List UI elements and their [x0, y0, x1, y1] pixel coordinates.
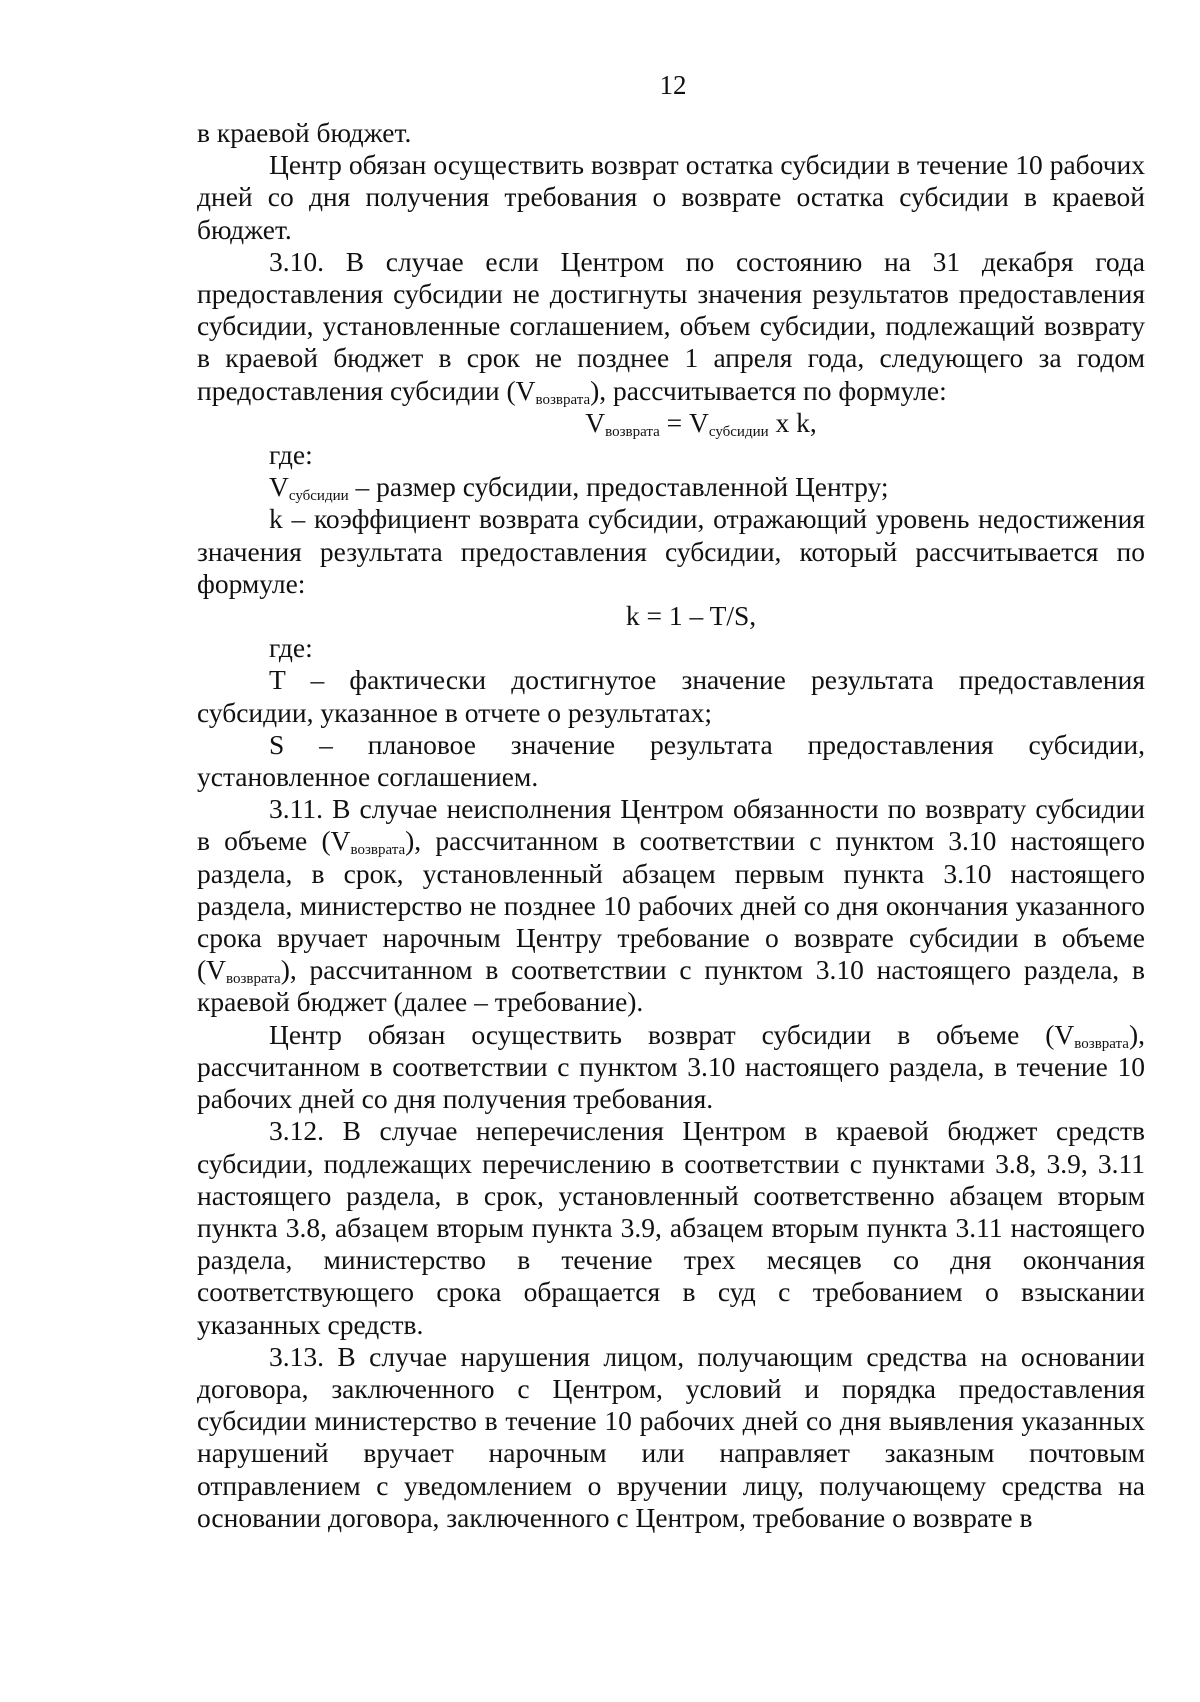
- definition-text: – размер субсидии, предоставленной Центру;: [348, 471, 889, 503]
- paragraph-text: ), рассчитанном в соответствии с пунктом 3.10 настоящего раздела, в течение 10 рабочих дней со дня получения требования.: [197, 1018, 1145, 1115]
- definition-v-subsidy: [197, 471, 1145, 503]
- page-number: 12: [659, 70, 687, 100]
- paragraph-text: ), рассчитанном в соответствии с пунктом 3.10 настоящего раздела, в срок, установленный абзацем первым пункта 3.10 настоящего раздела, министерство не позднее 10 рабочих дней со дня окончания указанного срока вручает нарочным Центру требование о возврате субсидии в объеме (V: [197, 825, 1145, 986]
- subscript-vozvrata: возврата: [1074, 1035, 1129, 1052]
- paragraph-text: 3.10. В случае если Центром по состоянию на 31 декабря года предоставления субсидии не достигнуты значения результатов предоставления субсидии, установленные соглашением, объем субсидии, подлежащий возврату в краевой бюджет в срок не позднее 1 апреля года, следующего за годом предоставления субсидии (V: [197, 245, 1145, 406]
- subscript-vozvrata: возврата: [350, 842, 406, 859]
- document-body: [197, 117, 1145, 1534]
- definition-k: k – коэффициент возврата субсидии, отражающий уровень недостижения значения результата предоставления субсидии, который рассчитывается по формуле:: [197, 503, 1145, 599]
- definition-t: T – фактически достигнутое значение результата предоставления субсидии, указанное в отчете о результатах;: [197, 664, 1145, 728]
- where-label: где:: [269, 632, 313, 664]
- paragraph-3-10: [197, 246, 1145, 407]
- subscript-vozvrata: возврата: [605, 423, 660, 440]
- formula-symbol: x k,: [768, 406, 817, 438]
- where-label: где:: [269, 439, 313, 471]
- paragraph-3-11-return: [197, 1019, 1145, 1116]
- subscript-subsidii: субсидии: [708, 423, 769, 440]
- paragraph-text: ), рассчитанном в соответствии с пунктом 3.10 настоящего раздела, в краевой бюджет (далее – требование).: [197, 954, 1145, 1018]
- definition-s: S – плановое значение результата предоставления субсидии, установленное соглашением.: [197, 728, 1145, 793]
- subscript-vozvrata: возврата: [226, 971, 281, 988]
- paragraph-text: 3.11. В случае неисполнения Центром обязанности по возврату субсидии в объеме (V: [197, 793, 1145, 857]
- subscript-subsidii: субсидии: [288, 488, 349, 505]
- paragraph-text: ), рассчитывается по формуле:: [590, 374, 947, 406]
- formula-k: k = 1 – T/S,: [625, 600, 757, 632]
- paragraph-budget-end: [197, 117, 1145, 149]
- formula-symbol: = V: [659, 406, 709, 438]
- formula-symbol: V: [269, 471, 289, 503]
- subscript-vozvrata: возврата: [535, 391, 591, 408]
- paragraph-return-remainder: Центр обязан осуществить возврат остатка субсидии в течение 10 рабочих дней со дня получения требования о возврате остатка субсидии в краевой бюджет.: [197, 149, 1145, 245]
- paragraph-text: в краевой бюджет.: [197, 117, 412, 148]
- formula-v-return: [197, 407, 1145, 439]
- formula-symbol: V: [585, 406, 606, 438]
- paragraph-3-12: 3.12. В случае неперечисления Центром в краевой бюджет средств субсидии, подлежащих перечислению в соответствии с пунктами 3.8, 3.9, 3.11 настоящего раздела, в срок, установленный соответственно абзацем вторым пункта 3.8, абзацем вторым пункта 3.9, абзацем вторым пункта 3.11 настоящего раздела, министерство в течение трех месяцев со дня окончания соответствующего срока обращается в суд с требованием о взыскании указанных средств.: [197, 1115, 1145, 1340]
- paragraph-3-11: [197, 793, 1145, 1018]
- paragraph-text: Центр обязан осуществить возврат субсидии в объеме (V: [269, 1018, 1075, 1050]
- paragraph-3-13: 3.13. В случае нарушения лицом, получающим средства на основании договора, заключенного с Центром, условий и порядка предоставления субсидии министерство в течение 10 рабочих дней со дня выявления указанных нарушений вручает нарочным или направляет заказным почтовым отправлением с уведомлением о вручении лицу, получающему средства на основании договора, заключенного с Центром, требование о возврате в: [197, 1340, 1145, 1533]
